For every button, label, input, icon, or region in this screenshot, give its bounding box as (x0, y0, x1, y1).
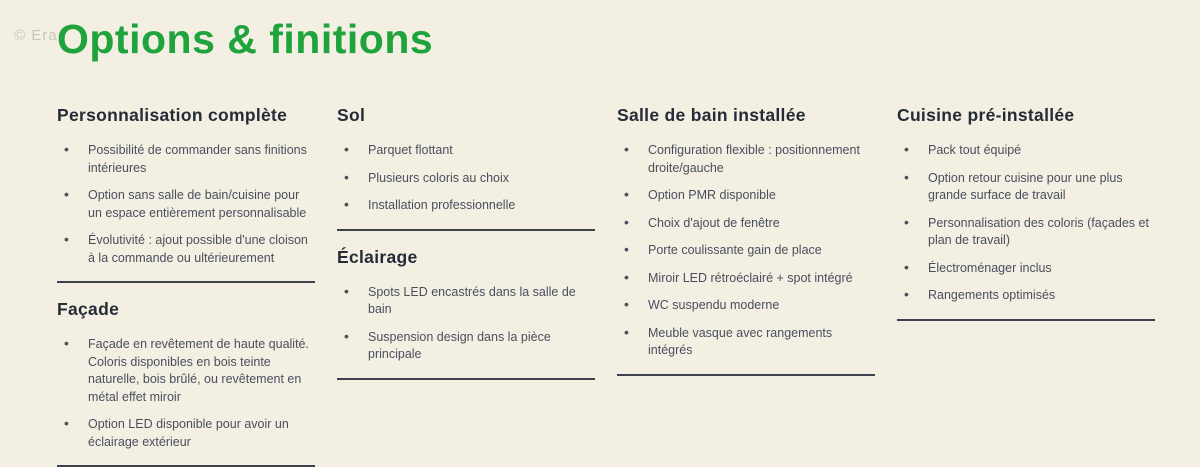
bullet-item: • WC suspendu moderne (617, 297, 875, 315)
section-divider (617, 374, 875, 376)
bullet-item: • Plusieurs coloris au choix (337, 170, 595, 188)
bullet-item: • Choix d'ajout de fenêtre (617, 215, 875, 233)
bullet-list (617, 142, 875, 360)
bullet-item: • Configuration flexible : positionnement droite/gauche (617, 142, 875, 177)
section-heading: Cuisine pré-installée (897, 105, 1075, 125)
bullet-item: • Façade en revêtement de haute qualité. Coloris disponibles en bois teinte naturelle, bois brûlé, ou revêtement en métal effet miroir (57, 336, 315, 406)
bullet-item: • Pack tout équipé (897, 142, 1155, 160)
bullet-item: • Parquet flottant (337, 142, 595, 160)
section-divider (337, 229, 595, 231)
column-4 (897, 105, 1155, 321)
section-heading: Salle de bain installée (617, 105, 806, 125)
section-heading: Personnalisation complète (57, 105, 288, 125)
column-1 (57, 105, 315, 467)
feature-section (337, 105, 595, 231)
photo-watermark: © Era (14, 27, 58, 44)
bullet-item: • Rangements optimisés (897, 287, 1155, 305)
bullet-item: • Option LED disponible pour avoir un éclairage extérieur (57, 416, 315, 451)
section-heading: Façade (57, 299, 120, 319)
bullet-item: • Électroménager inclus (897, 260, 1155, 278)
bullet-item: • Option sans salle de bain/cuisine pour un espace entièrement personnalisable (57, 187, 315, 222)
column-3 (617, 105, 875, 376)
bullet-item: • Meuble vasque avec rangements intégrés (617, 325, 875, 360)
bullet-list (57, 336, 315, 451)
bullet-list (897, 142, 1155, 305)
bullet-item: • Évolutivité : ajout possible d'une cloison à la commande ou ultérieurement (57, 232, 315, 267)
bullet-list (337, 142, 595, 215)
column-2 (337, 105, 595, 380)
bullet-item: • Porte coulissante gain de place (617, 242, 875, 260)
feature-section (897, 105, 1155, 321)
bullet-item: • Installation professionnelle (337, 197, 595, 215)
section-heading: Éclairage (337, 246, 418, 267)
bullet-item: • Miroir LED rétroéclairé + spot intégré (617, 270, 875, 288)
bullet-item: • Possibilité de commander sans finitions intérieures (57, 142, 315, 177)
bullet-list (337, 284, 595, 364)
section-divider (337, 378, 595, 380)
page-title: Options & finitions (57, 16, 434, 62)
section-heading: Sol (337, 105, 366, 125)
section-divider (57, 281, 315, 283)
feature-section (617, 105, 875, 376)
section-divider (897, 319, 1155, 321)
bullet-item: • Option retour cuisine pour une plus grande surface de travail (897, 170, 1155, 205)
feature-section (337, 247, 595, 380)
bullet-item: • Suspension design dans la pièce principale (337, 329, 595, 364)
feature-section (57, 105, 315, 283)
bullet-item: • Option PMR disponible (617, 187, 875, 205)
feature-section (57, 299, 315, 467)
content-columns (0, 105, 1200, 467)
bullet-item: • Personnalisation des coloris (façades et plan de travail) (897, 215, 1155, 250)
bullet-item: • Spots LED encastrés dans la salle de bain (337, 284, 595, 319)
bullet-list (57, 142, 315, 267)
